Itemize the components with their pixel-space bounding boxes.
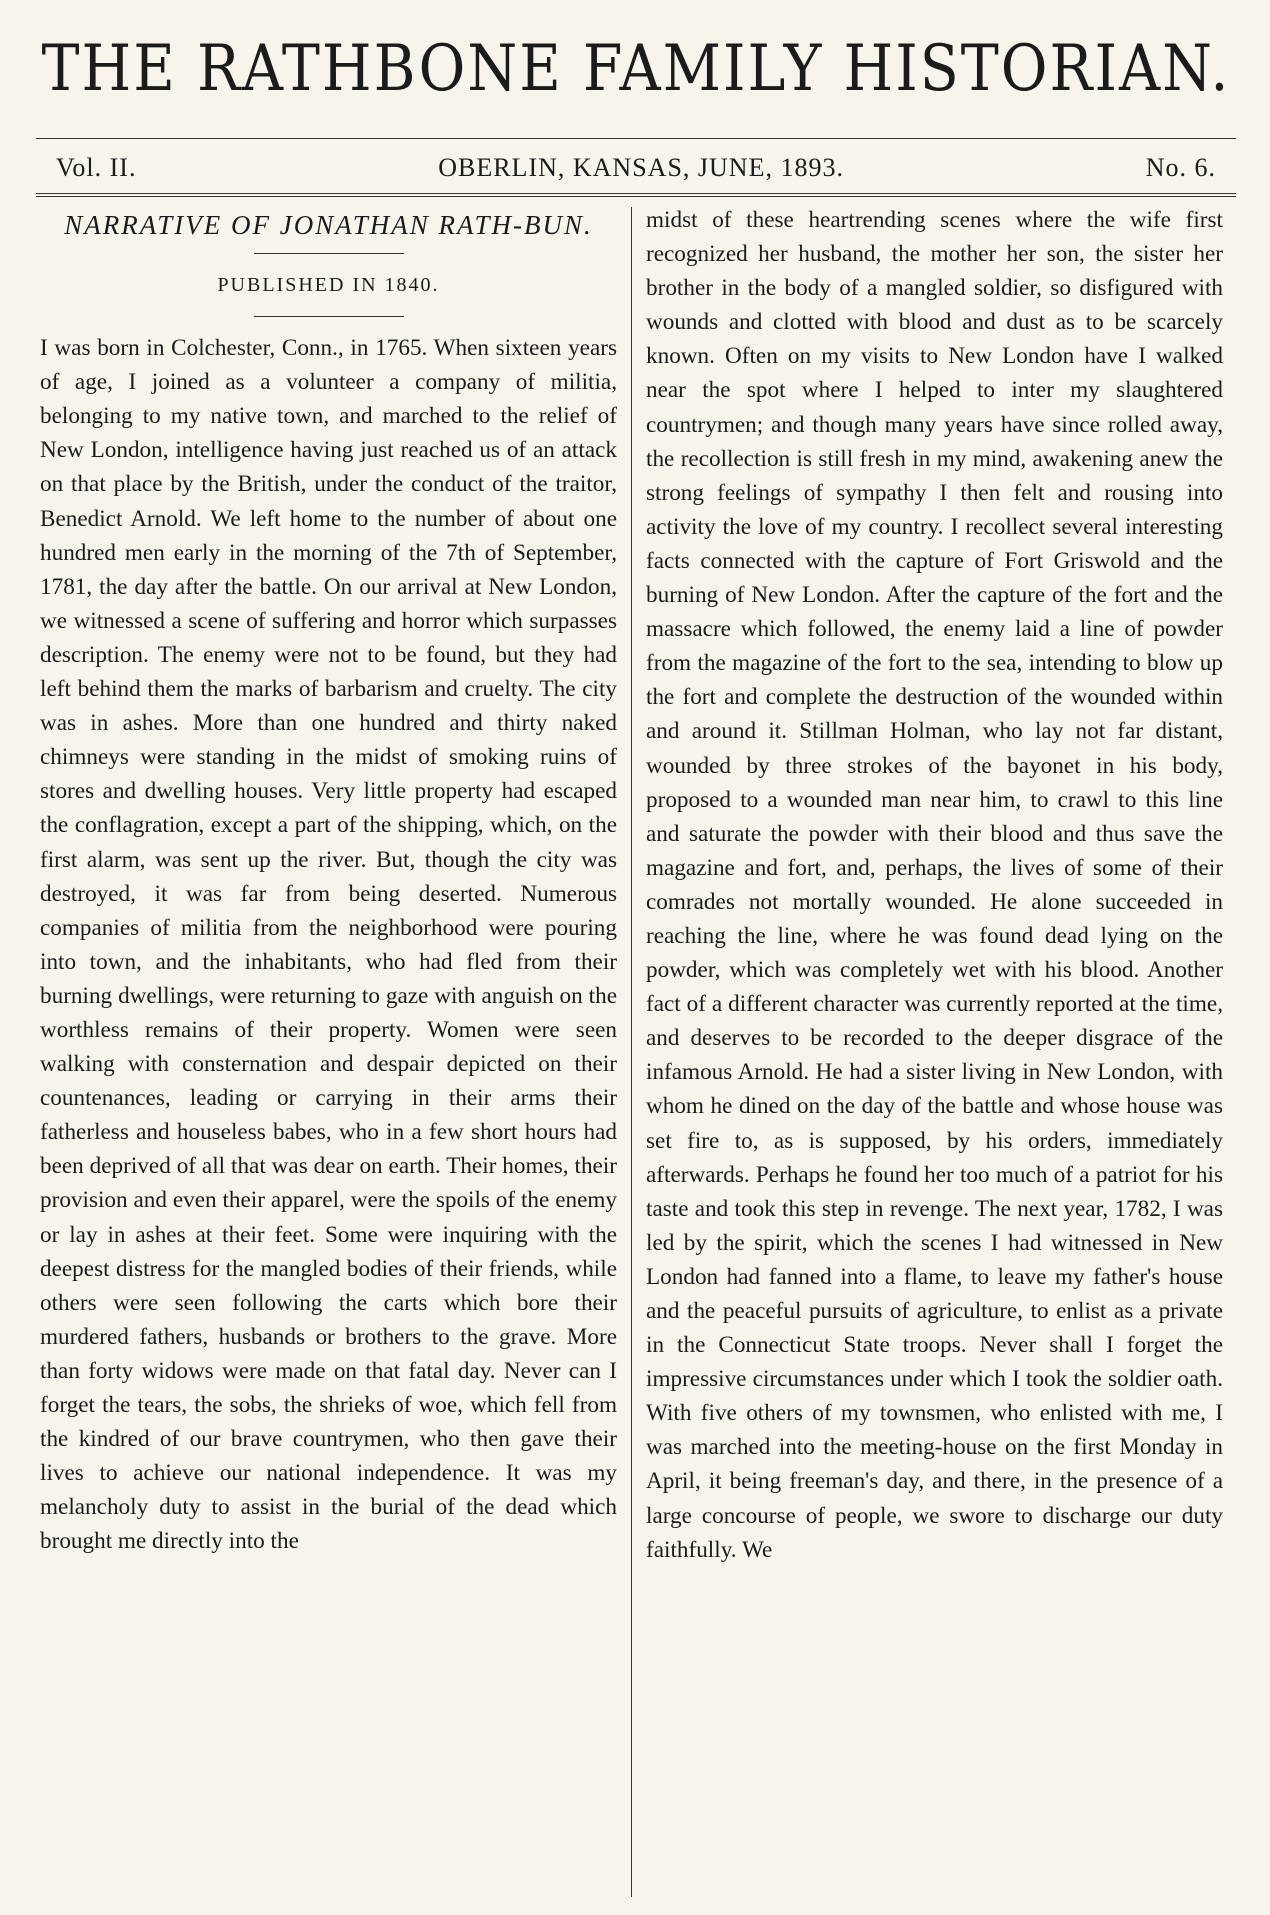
place-date: OBERLIN, KANSAS, JUNE, 1893. xyxy=(438,153,844,182)
published-rule xyxy=(254,316,404,317)
dateline-rule xyxy=(36,193,1236,197)
title-rule xyxy=(254,253,404,254)
newspaper-page xyxy=(36,24,1236,1897)
dateline xyxy=(36,139,1236,193)
left-column xyxy=(36,203,631,1897)
published-note: PUBLISHED IN 1840. xyxy=(217,274,440,296)
right-column xyxy=(632,203,1223,1897)
article-body-left: I was born in Colchester, Conn., in 1765. When sixteen years of age, I joined as a volunteer a company of militia, belonging to my native town, and marched to the relief of New London, intelligence having just reached us of an attack on that place by the British, under the conduct of the traitor, Benedict Arnold. We left home to the number of about one hundred men early in the morning of the 7th of September, 1781, the day after the battle. On our arrival at New London, we witnessed a scene of suffering and horror which surpasses description. The enemy were not to be found, but they had left behind them the marks of barbarism and cruelty. The city was in ashes. More than one hundred and thirty naked chimneys were standing in the midst of smoking ruins of stores and dwelling houses. Very little property had escaped the conflagration, except a part of the shipping, which, on the first alarm, was sent up the river. But, though the city was destroyed, it was far from being deserted. Numerous companies of militia from the neighborhood were pouring into town, and the inhabitants, who had fled from their burning dwellings, were returning to gaze with anguish on the worthless remains of their property. Women were seen walking with consternation and despair depicted on their countenances, leading or carrying in their arms their fatherless and houseless babes, who in a few short hours had been deprived of all that was dear on earth. Their homes, their provision and even their apparel, were the spoils of the enemy or lay in ashes at their feet. Some were inquiring with the deepest distress for the mangled bodies of their friends, while others were seen following the carts which bore their murdered fathers, husbands or brothers to the grave. More than forty widows were made on that fatal day. Never can I forget the tears, the sobs, the shrieks of woe, which fell from the kindred of our brave countrymen, who then gave their lives to achieve our national independence. It was my melancholy duty to assist in the burial of the dead which brought me directly into the xyxy=(40,335,617,1555)
volume-label: Vol. II. xyxy=(56,153,137,182)
masthead-title: THE RATHBONE FAMILY HISTORIAN. xyxy=(41,31,1231,106)
article-body-right: midst of these heartrending scenes where the wife first recognized her husband, the mother her son, the sister her brother in the body of a mangled soldier, so disfigured with wounds and clotted with blood and dust as to be scarcely known. Often on my visits to New London have I walked near the spot where I helped to inter my slaughtered countrymen; and though many years have since rolled away, the recollection is still fresh in my mind, awakening anew the strong feelings of sympathy I then felt and rousing into activity the love of my country. I recollect several interesting facts connected with the capture of Fort Griswold and the burning of New London. After the capture of the fort and the massacre which followed, the enemy laid a line of powder from the magazine of the fort to the sea, intending to blow up the fort and complete the destruction of the wounded within and around it. Stillman Holman, who lay not far distant, wounded by three strokes of the bayonet in his body, proposed to a wounded man near him, to crawl to this line and saturate the powder with their blood and thus save the magazine and fort, and, perhaps, the lives of some of their comrades not mortally wounded. He alone succeeded in reaching the line, where he was found dead lying on the powder, which was completely wet with his blood. Another fact of a different character was currently reported at the time, and deserves to be recorded to the deeper disgrace of the infamous Arnold. He had a sister living in New London, with whom he dined on the day of the battle and whose house was set fire to, as is supposed, by his orders, immediately afterwards. Perhaps he found her too much of a patriot for his taste and took this step in revenge. The next year, 1782, I was led by the spirit, which the scenes I had witnessed in New London had fanned into a flame, to leave my father's house and the peaceful pursuits of agriculture, to enlist as a private in the Connecticut State troops. Never shall I forget the impressive circumstances under which I took the soldier oath. With five others of my townsmen, who enlisted with me, I was marched into the meeting-house on the first Monday in April, it being freeman's day, and there, in the presence of a large concourse of people, we swore to discharge our duty faithfully. We xyxy=(646,207,1223,1563)
article-columns xyxy=(36,203,1236,1897)
issue-number: No. 6. xyxy=(1145,153,1216,182)
article-title: NARRATIVE OF JONATHAN RATH-BUN. xyxy=(64,210,593,240)
